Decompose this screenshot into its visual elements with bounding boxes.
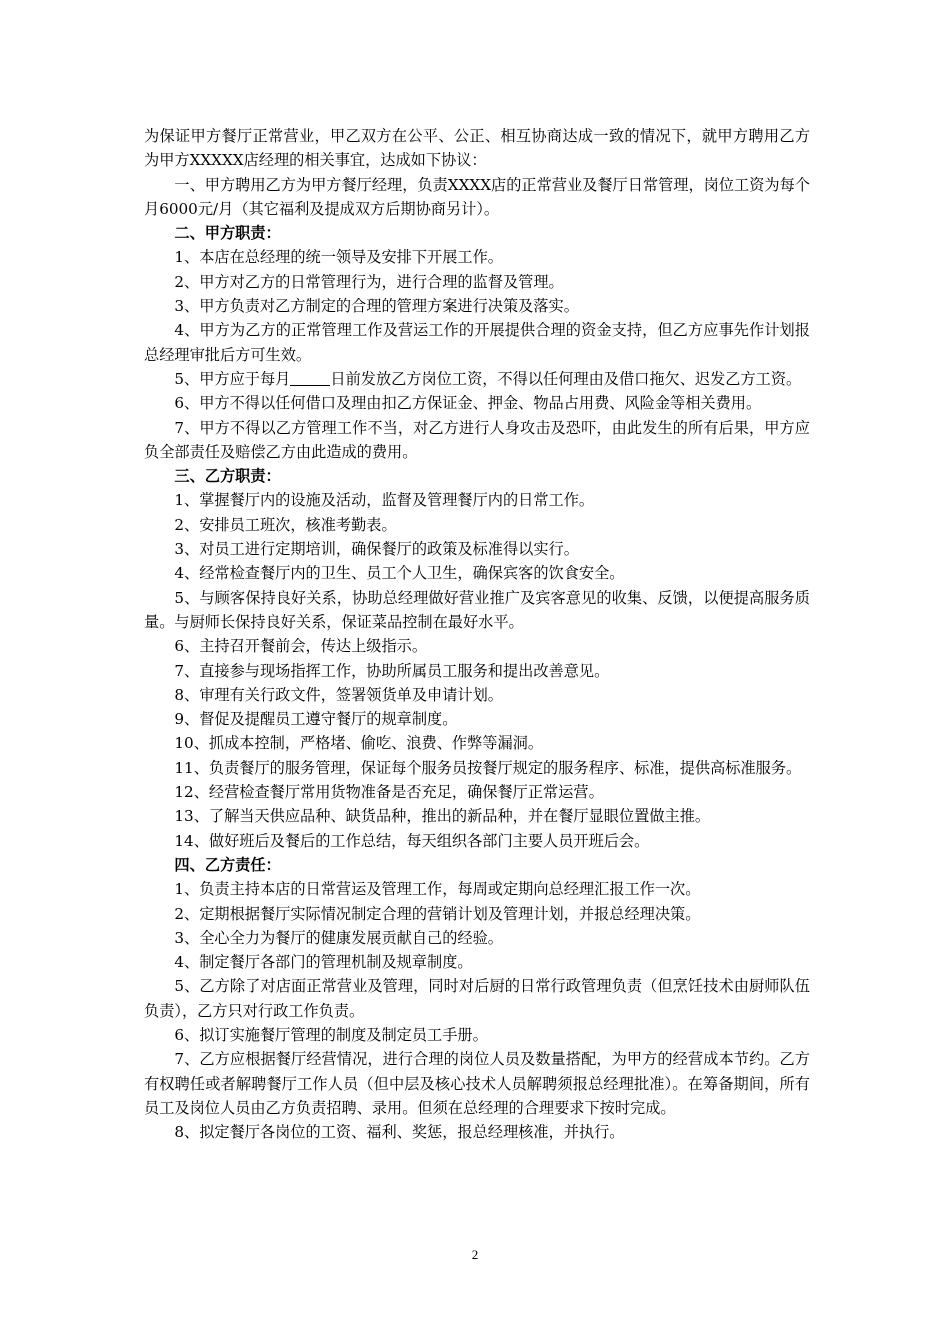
document-body	[144, 124, 810, 1144]
section-4-item: 3、全心全力为餐厅的健康发展贡献自己的经验。	[174, 928, 503, 947]
section-3-item: 5、与顾客保持良好关系，协助总经理做好营业推广及宾客意见的收集、反馈，以便提高服务质量。与厨师长保持良好关系，保证菜品控制在最好水平。	[144, 588, 810, 631]
section-3-item: 10、抓成本控制，严格堵、偷吃、浪费、作弊等漏洞。	[174, 734, 544, 753]
section-3-item: 14、做好班后及餐后的工作总结，每天组织各部门主要人员开班后会。	[174, 831, 650, 850]
section-3-item: 1、掌握餐厅内的设施及活动，监督及管理餐厅内的日常工作。	[174, 491, 595, 510]
section-4-item: 6、拟订实施餐厅管理的制度及制定员工手册。	[174, 1025, 488, 1044]
section-3-heading: 三、乙方职责：	[174, 467, 281, 486]
section-3-item: 11、负责餐厅的服务管理，保证每个服务员按餐厅规定的服务程序、标准，提供高标准服务。	[174, 758, 802, 777]
section-2-item: 4、甲方为乙方的正常管理工作及营运工作的开展提供合理的资金支持，但乙方应事先作计划报总经理审批后方可生效。	[144, 321, 810, 364]
section-3-item: 12、经营检查餐厅常用货物准备是否充足，确保餐厅正常运营。	[174, 783, 604, 802]
section-2-item: 1、本店在总经理的统一领导及安排下开展工作。	[174, 248, 503, 267]
section-4-item: 5、乙方除了对店面正常营业及管理，同时对后厨的日常行政管理负责（但烹饪技术由厨师队伍负责），乙方只对行政工作负责。	[144, 977, 810, 1020]
blank-line	[290, 370, 330, 386]
section-3-item: 6、主持召开餐前会，传达上级指示。	[174, 637, 428, 656]
section-3-item: 3、对员工进行定期培训，确保餐厅的政策及标准得以实行。	[174, 540, 579, 559]
section-3-item: 9、督促及提醒员工遵守餐厅的规章制度。	[174, 710, 458, 729]
section-3-item: 4、经常检查餐厅内的卫生、员工个人卫生，确保宾客的饮食安全。	[174, 564, 625, 583]
section-3-item: 13、了解当天供应品种、缺货品种，推出的新品种，并在餐厅显眼位置做主推。	[174, 807, 711, 826]
section-2-item: 3、甲方负责对乙方制定的合理的管理方案进行决策及落实。	[174, 297, 579, 316]
item-5-suffix: 日前发放乙方岗位工资，不得以任何理由及借口拖欠、迟发乙方工资。	[330, 369, 802, 388]
section-4-item: 1、负责主持本店的日常营运及管理工作，每周或定期向总经理汇报工作一次。	[174, 880, 701, 899]
section-4-item: 8、拟定餐厅各岗位的工资、福利、奖惩，报总经理核准，并执行。	[174, 1123, 625, 1142]
section-2-item: 6、甲方不得以任何借口及理由扣乙方保证金、押金、物品占用费、风险金等相关费用。	[174, 394, 762, 413]
clause-1: 一、甲方聘用乙方为甲方餐厅经理，负责XXXX店的正常营业及餐厅日常管理，岗位工资为每个月6000元/月（其它福利及提成双方后期协商另计）。	[144, 175, 810, 218]
section-2-item-5	[144, 367, 810, 391]
intro-paragraph: 为保证甲方餐厅正常营业，甲乙双方在公平、公正、相互协商达成一致的情况下，就甲方聘用乙方为甲方XXXXX店经理的相关事宜，达成如下协议：	[144, 127, 810, 170]
section-4-item: 2、定期根据餐厅实际情况制定合理的营销计划及管理计划，并报总经理决策。	[174, 904, 701, 923]
section-2-heading: 二、甲方职责：	[174, 224, 281, 243]
section-3-item: 2、安排员工班次，核准考勤表。	[174, 515, 397, 534]
section-2-item: 7、甲方不得以乙方管理工作不当，对乙方进行人身攻击及恐吓，由此发生的所有后果，甲方应负全部责任及赔偿乙方由此造成的费用。	[144, 418, 810, 461]
section-3-item: 7、直接参与现场指挥工作，协助所属员工服务和提出改善意见。	[174, 661, 610, 680]
section-4-item: 7、乙方应根据餐厅经营情况，进行合理的岗位人员及数量搭配，为甲方的经营成本节约。乙方有权聘任或者解聘餐厅工作人员（但中层及核心技术人员解聘须报总经理批准）。在筹备期间，所有员工及岗位人员由乙方负责招聘、录用。但须在总经理的合理要求下按时完成。	[144, 1050, 810, 1117]
section-4-item: 4、制定餐厅各部门的管理机制及规章制度。	[174, 953, 473, 972]
page-number: 2	[471, 1247, 479, 1262]
section-4-heading: 四、乙方责任：	[174, 855, 281, 874]
section-2-item: 2、甲方对乙方的日常管理行为，进行合理的监督及管理。	[174, 272, 564, 291]
item-5-prefix: 5、甲方应于每月	[174, 369, 291, 388]
section-3-item: 8、审理有关行政文件，签署领货单及申请计划。	[174, 685, 503, 704]
